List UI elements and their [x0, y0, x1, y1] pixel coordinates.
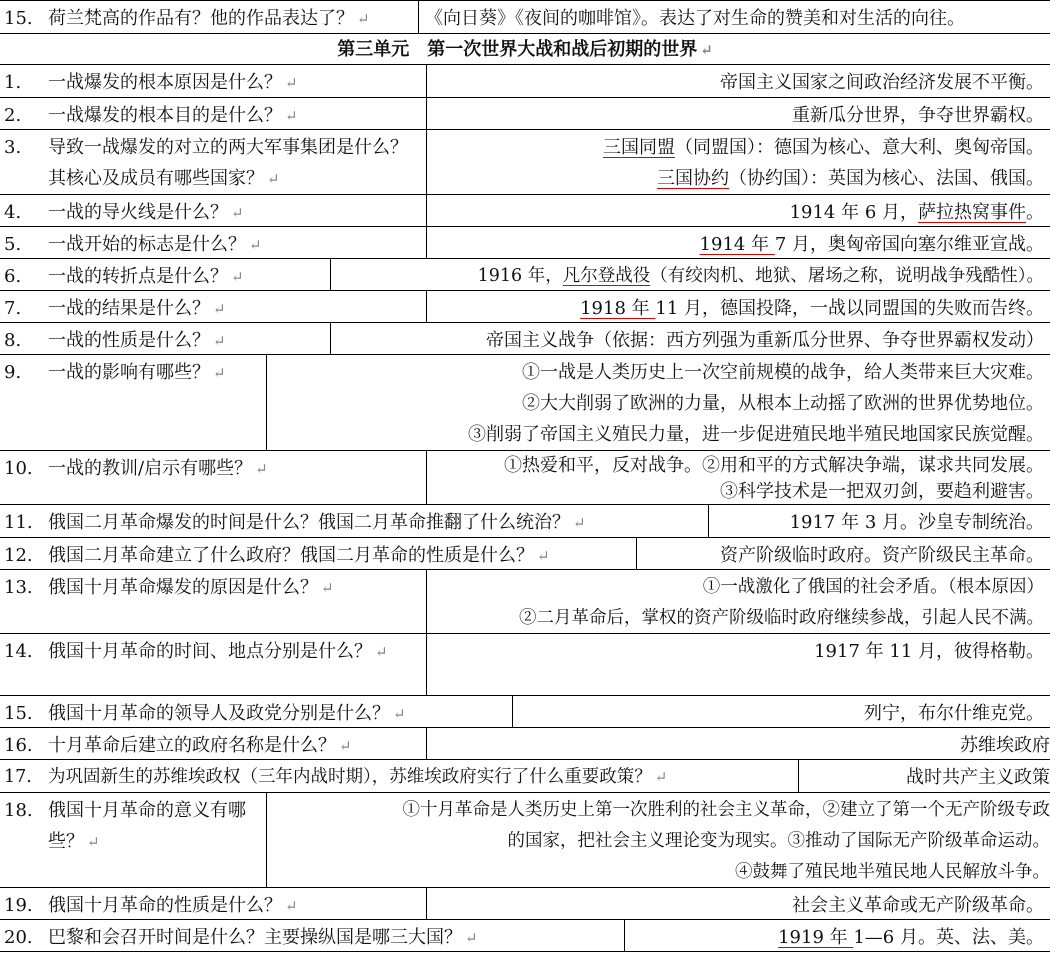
return-mark-icon: ↵: [285, 897, 298, 915]
question-number: 2.: [4, 105, 22, 126]
answer-line: ②大大削弱了欧洲的力量，从根本上动摇了欧洲的世界优势地位。: [522, 393, 1044, 414]
return-mark-icon: ↵: [321, 579, 334, 597]
return-mark-icon: ↵: [375, 643, 388, 661]
table-row: [0, 450, 1050, 504]
question-number: 5.: [4, 234, 22, 255]
question-text: 俄国十月革命爆发的原因是什么？: [48, 577, 318, 598]
question-text: 一战的影响有哪些？: [48, 362, 210, 383]
table-row: [0, 194, 1050, 226]
answer-text: 资产阶级临时政府。资产阶级民主革命。: [720, 545, 1044, 566]
answer-cell: [418, 1, 1050, 33]
question-number: 15.: [4, 703, 33, 724]
answer-line: ②二月革命后，掌权的资产阶级临时政府继续参战，引起人民不满。: [519, 608, 1044, 628]
return-mark-icon: ↵: [654, 768, 668, 786]
unit-title-text: 第三单元 第一次世界大战和战后初期的世界: [337, 39, 698, 60]
answer-text: （有绞肉机、地狱、屠场之称，说明战争残酷性）。: [650, 266, 1044, 286]
answer-cell: [426, 634, 1050, 695]
underlined-term: 1914 年: [699, 234, 775, 255]
answer-cell: [426, 227, 1050, 258]
question-text-content: 俄国十月革命的时间、地点分别是什么？: [48, 641, 372, 662]
question-cell: [0, 259, 330, 290]
table-row: [0, 569, 1050, 633]
answer-text: 苏维埃政府: [960, 735, 1050, 756]
question-text: 一战的性质是什么？: [48, 330, 210, 351]
answer-text: （同盟国）：德国为核心、意大利、奥匈帝国。: [675, 137, 1044, 158]
answer-cell: [512, 696, 1050, 727]
question-text: 荷兰梵高的作品有？他的作品表达了？: [48, 8, 354, 29]
underlined-term: 凡尔登战役: [562, 266, 651, 286]
return-mark-icon: ↵: [213, 332, 226, 350]
return-mark-icon: ↵: [231, 204, 244, 222]
answer-line: [337, 261, 1044, 292]
question-text-content: 导致一战爆发的对立的两大军事集团是什么？其核心及成员有哪些国家？: [48, 137, 408, 189]
answer-line: [433, 229, 1044, 260]
return-mark-icon: ↵: [213, 300, 226, 318]
return-mark-icon: ↵: [339, 737, 352, 755]
underlined-term: 三国协约: [657, 168, 729, 189]
answer-text: 1917 年 11 月，彼得格勒。: [814, 641, 1044, 662]
table-row: [0, 537, 1050, 569]
return-mark-icon: ↵: [573, 514, 586, 532]
unit-title: [0, 33, 1050, 64]
answer-cell: [266, 355, 1050, 450]
answer-cell: [266, 793, 1050, 887]
table-row: [0, 919, 1050, 952]
table-row: [0, 322, 1050, 354]
answer-line: [433, 163, 1044, 194]
question-cell: [0, 696, 512, 727]
question-cell: [0, 505, 708, 537]
table-row: [0, 97, 1050, 129]
question-text: 十月革命后建立的政府名称是什么？: [48, 735, 336, 756]
question-text: 一战开始的标志是什么？: [48, 234, 246, 255]
answer-line: ①十月革命是人类历史上第一次胜利的社会主义革命，②建立了第一个无产阶级专政: [402, 800, 1050, 820]
table-row: [0, 792, 1050, 887]
answer-cell: [624, 920, 1050, 951]
question-cell: [0, 65, 426, 97]
answer-cell: [708, 505, 1050, 537]
question-number: 19.: [4, 895, 33, 916]
question-cell: [0, 538, 636, 569]
answer-cell: [636, 538, 1050, 569]
question-text: 一战的转折点是什么？: [48, 266, 228, 287]
question-text: 一战爆发的根本目的是什么？: [48, 105, 282, 126]
answer-line: ①一战激化了俄国的社会矛盾。（根本原因）: [702, 577, 1044, 597]
underlined-term: 三国同盟: [603, 137, 675, 158]
answer-cell: [426, 291, 1050, 322]
answer-line: ①一战是人类历史上一次空前规模的战争，给人类带来巨大灾难。: [522, 362, 1044, 383]
answer-cell: [426, 98, 1050, 129]
answer-text: 帝国主义战争（依据：西方列强为重新瓜分世界、争夺世界霸权发动）: [486, 330, 1044, 351]
answer-cell: [426, 728, 1050, 759]
question-cell: [0, 1, 418, 33]
answer-line: [433, 132, 1044, 163]
question-cell: [0, 195, 426, 226]
question-cell: [0, 570, 426, 633]
answer-text: 1—6 月。英、法、美。: [853, 927, 1044, 948]
question-number: 8.: [4, 330, 22, 351]
question-text: [48, 636, 408, 668]
question-cell: [0, 451, 426, 504]
question-cell: [0, 130, 426, 194]
answer-text: 1914 年 6 月，: [789, 202, 918, 223]
answer-text: 社会主义革命或无产阶级革命。: [792, 895, 1044, 916]
question-number: 7.: [4, 298, 22, 319]
question-cell: [0, 728, 426, 759]
question-number: 20.: [4, 927, 33, 948]
return-mark-icon: ↵: [249, 236, 262, 254]
question-cell: [0, 920, 624, 951]
question-number: 1.: [4, 72, 22, 93]
answer-line: ③科学技术是一把双刃剑，要趋利避害。: [720, 481, 1044, 502]
return-mark-icon: ↵: [231, 268, 244, 286]
underlined-term: 1919 年: [778, 927, 854, 948]
answer-line: [631, 922, 1044, 953]
answer-cell: [330, 323, 1050, 354]
answer-cell: [426, 130, 1050, 194]
answer-line: 的国家，把社会主义理论变为现实。③推动了国际无产阶级革命运动。: [507, 831, 1050, 851]
table-row: [0, 633, 1050, 695]
question-text: [48, 132, 408, 195]
answer-line: ④鼓舞了殖民地半殖民地人民解放斗争。: [735, 862, 1050, 882]
answer-text: 。: [1026, 202, 1044, 223]
question-number: 13.: [4, 577, 33, 598]
answer-cell: [426, 570, 1050, 633]
question-text: 一战的导火线是什么？: [48, 202, 228, 223]
question-number: 18.: [4, 800, 33, 821]
return-mark-icon: ↵: [87, 833, 100, 851]
question-number: 10.: [4, 458, 33, 479]
table-row: [0, 0, 1050, 33]
question-text: 巴黎和会召开时间是什么？主要操纵国是哪三大国？: [48, 927, 462, 948]
answer-text: （协约国）：英国为核心、法国、俄国。: [729, 168, 1044, 189]
return-mark-icon: ↵: [255, 460, 268, 478]
question-number: 9.: [4, 362, 22, 383]
table-row: [0, 727, 1050, 759]
question-cell: [0, 888, 426, 919]
table-row: [0, 504, 1050, 537]
return-mark-icon: ↵: [285, 74, 298, 92]
table-row: [0, 695, 1050, 727]
return-mark-icon: ↵: [357, 10, 370, 28]
question-number: 16.: [4, 735, 33, 756]
answer-cell: [426, 65, 1050, 97]
return-mark-icon: ↵: [700, 41, 713, 59]
table-row: [0, 64, 1050, 97]
answer-text: 1917 年 3 月。沙皇专制统治。: [789, 512, 1044, 533]
answer-cell: [330, 259, 1050, 290]
question-number: 11.: [4, 512, 33, 533]
question-cell: [0, 291, 426, 322]
table-row: [0, 759, 1050, 792]
question-cell: [0, 323, 330, 354]
question-number: 12.: [4, 545, 33, 566]
question-text: 一战的教训/启示有哪些？: [48, 458, 253, 479]
return-mark-icon: ↵: [213, 364, 226, 382]
return-mark-icon: ↵: [537, 547, 550, 565]
table-row: [0, 129, 1050, 194]
question-text-content: 俄国十月革命的意义有哪些？: [48, 800, 246, 852]
table-row: [0, 290, 1050, 322]
answer-cell: [798, 760, 1050, 792]
answer-text: 战时共产主义政策: [906, 767, 1050, 788]
answer-text: 帝国主义国家之间政治经济发展不平衡。: [720, 72, 1044, 93]
answer-text: 列宁，布尔什维克党。: [864, 703, 1044, 724]
table-row: [0, 354, 1050, 450]
question-number: 6.: [4, 266, 22, 287]
answer-line: ①热爱和平，反对战争。②用和平的方式解决争端，谋求共同发展。: [504, 455, 1044, 476]
answer-line: ③削弱了帝国主义殖民力量，进一步促进殖民地半殖民地国家民族觉醒。: [468, 424, 1044, 445]
question-cell: [0, 634, 426, 695]
underlined-term: 1918 年: [580, 298, 656, 319]
answer-cell: [426, 451, 1050, 504]
answer-text: 重新瓜分世界，争夺世界霸权。: [792, 105, 1044, 126]
answer-text: 1916 年，: [477, 266, 563, 286]
answer-line: [433, 293, 1044, 324]
question-cell: [0, 227, 426, 258]
question-number: 17.: [4, 767, 32, 787]
answer-text: 11 月，德国投降，一战以同盟国的失败而告终。: [655, 298, 1044, 319]
question-cell: [0, 98, 426, 129]
answer-text: 7 月，奥匈帝国向塞尔维亚宣战。: [774, 234, 1044, 255]
table-row: [0, 226, 1050, 258]
question-cell: [0, 355, 266, 450]
return-mark-icon: ↵: [465, 929, 478, 947]
return-mark-icon: ↵: [285, 107, 298, 125]
question-text: 一战爆发的根本原因是什么？: [48, 72, 282, 93]
table-row: [0, 887, 1050, 919]
table-row: [0, 258, 1050, 290]
return-mark-icon: ↵: [393, 705, 406, 723]
question-cell: [0, 760, 798, 792]
question-text: 俄国十月革命的性质是什么？: [48, 895, 282, 916]
question-number: 15.: [4, 8, 33, 29]
question-number: 14.: [4, 641, 33, 662]
return-mark-icon: ↵: [267, 170, 280, 188]
underlined-term: 萨拉热窝事件: [918, 202, 1026, 223]
question-text: 俄国二月革命建立了什么政府？俄国二月革命的性质是什么？: [48, 545, 534, 566]
question-number: 3.: [4, 137, 22, 158]
answer-cell: [426, 195, 1050, 226]
answer-text: 《向日葵》《夜间的咖啡馆》。表达了对生命的赞美和对生活的向往。: [425, 8, 965, 29]
question-text: 为巩固新生的苏维埃政权（三年内战时期），苏维埃政府实行了什么重要政策？: [48, 767, 652, 787]
question-cell: [0, 793, 266, 887]
question-text: 俄国二月革命爆发的时间是什么？俄国二月革命推翻了什么统治？: [48, 512, 570, 533]
answer-line: [433, 197, 1044, 228]
question-text: 俄国十月革命的领导人及政党分别是什么？: [48, 703, 390, 724]
question-text: 一战的结果是什么？: [48, 298, 210, 319]
question-text: [48, 795, 248, 858]
answer-cell: [426, 888, 1050, 919]
question-number: 4.: [4, 202, 22, 223]
